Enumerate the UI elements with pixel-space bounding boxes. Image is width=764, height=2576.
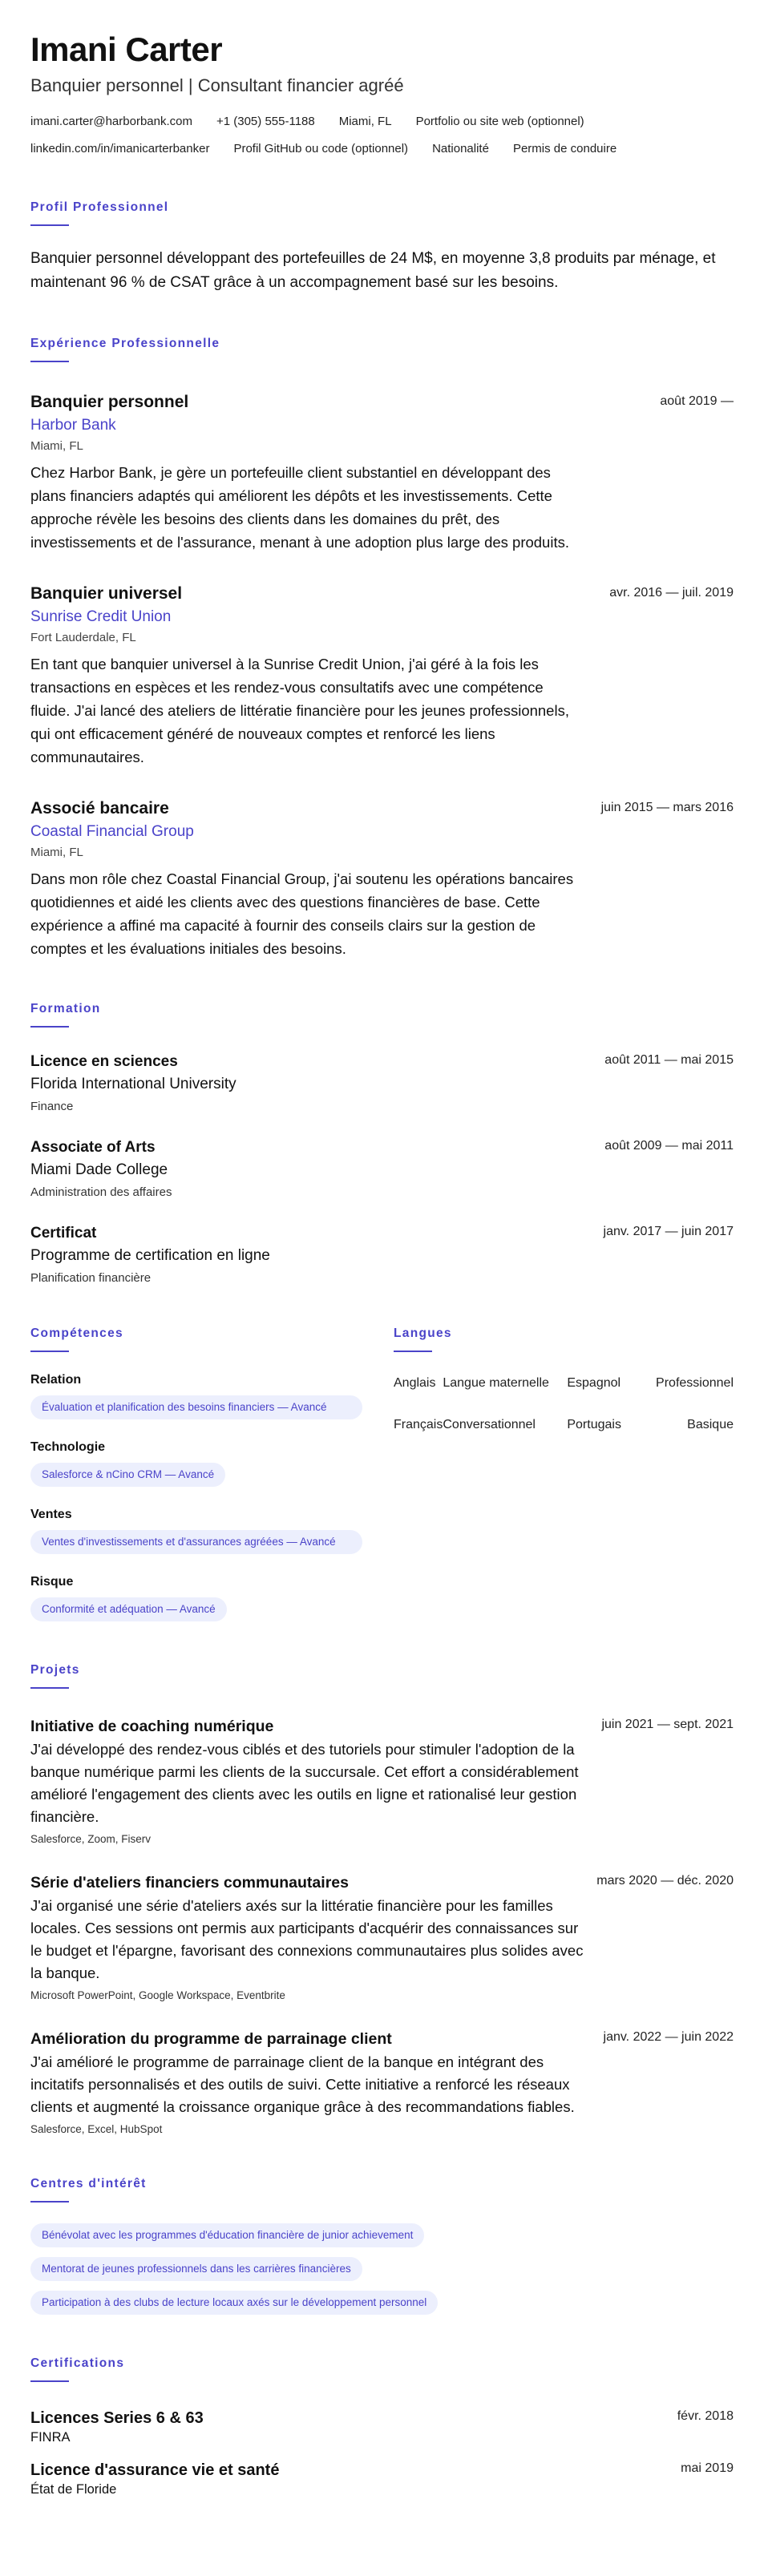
experience-company: Coastal Financial Group xyxy=(30,823,194,841)
language-level: Professionnel xyxy=(656,1376,734,1391)
contact-email[interactable]: imani.carter@harborbank.com xyxy=(30,115,192,129)
candidate-title: Banquier personnel | Consultant financier agréé xyxy=(30,75,404,96)
experience-location: Miami, FL xyxy=(30,439,83,454)
language-name: Anglais xyxy=(394,1376,436,1391)
project-description: J'ai organisé une série d'ateliers axés sur la littératie financière pour les familles locales. Ces sessions ont permis aux participants d'acquérir des connaissances sur le budget et l'épargne, favorisant des connexions communautaires plus solides avec la banque. xyxy=(30,1897,584,1982)
certification-title: Licence d'assurance vie et santé xyxy=(30,2461,280,2480)
experience-role: Associé bancaire xyxy=(30,799,169,818)
section-title-profile: Profil Professionnel xyxy=(30,200,169,215)
education-field: Planification financière xyxy=(30,1271,152,1286)
skill-tag: Ventes d'investissements et d'assurances agréées — Avancé xyxy=(30,1530,362,1554)
contact-github[interactable]: Profil GitHub ou code (optionnel) xyxy=(233,142,409,156)
projects-section xyxy=(30,1621,734,2135)
languages-column xyxy=(394,1285,734,1621)
section-title-skills: Compétences xyxy=(30,1326,123,1341)
education-date: août 2011 — mai 2015 xyxy=(604,1053,734,1068)
contact-list xyxy=(30,112,734,159)
section-divider xyxy=(30,2201,69,2203)
language-level: Conversationnel xyxy=(443,1418,536,1432)
skill-category: Relation xyxy=(30,1373,82,1387)
experience-entry xyxy=(30,583,734,769)
project-date: mars 2020 — déc. 2020 xyxy=(596,1874,734,1888)
languages-table xyxy=(394,1375,734,1458)
project-description: J'ai développé des rendez-vous ciblés et des tutoriels pour stimuler l'adoption de la banque numérique parmi les clients de la succursale. Cet effort a considérablement amélioré l'engagement des clients avec les outils en ligne et rationalisé leur gestion financière. xyxy=(30,1741,579,1826)
certification-title: Licences Series 6 & 63 xyxy=(30,2409,204,2428)
education-date: août 2009 — mai 2011 xyxy=(604,1139,734,1153)
skill-group xyxy=(30,1508,394,1554)
project-tools: Microsoft PowerPoint, Google Workspace, Eventbrite xyxy=(30,1989,285,2002)
experience-role: Banquier universel xyxy=(30,584,183,604)
language-name: Espagnol xyxy=(567,1376,621,1391)
section-divider xyxy=(394,1351,432,1352)
section-divider xyxy=(30,1026,69,1028)
project-date: janv. 2022 — juin 2022 xyxy=(603,2030,734,2045)
experience-location: Miami, FL xyxy=(30,846,83,860)
experience-description: Dans mon rôle chez Coastal Financial Group, j'ai soutenu les opérations bancaires quotidiennes et aidé les clients avec des questions financières de base. Cette expérience a affiné ma capacité à fournir des conseils clairs sur la gestion de comptes et les évaluations initiales des besoins. xyxy=(30,870,574,958)
skills-column xyxy=(30,1285,394,1621)
education-school: Florida International University xyxy=(30,1076,236,1093)
section-title-certifications: Certifications xyxy=(30,2356,125,2371)
languages-row xyxy=(394,1416,734,1458)
project-entry xyxy=(30,1872,734,2001)
project-entry xyxy=(30,1716,734,1845)
experience-location: Fort Lauderdale, FL xyxy=(30,631,136,645)
interests-section xyxy=(30,2135,734,2315)
experience-description: Chez Harbor Bank, je gère un portefeuille client substantiel en développant des plans financiers adaptés qui améliorent les dépôts et les investissements. Cette approche révèle les besoins des clients dans les domaines du prêt, des investissements et de l'assurance, menant à une adoption plus large des produits. xyxy=(30,464,569,551)
project-title: Initiative de coaching numérique xyxy=(30,1718,274,1736)
language-level: Langue maternelle xyxy=(443,1376,549,1391)
contact-portfolio[interactable]: Portfolio ou site web (optionnel) xyxy=(415,115,584,129)
interest-tag: Mentorat de jeunes professionnels dans les carrières financières xyxy=(30,2257,362,2281)
certification-entry xyxy=(30,2408,734,2445)
skill-tag: Évaluation et planification des besoins financiers — Avancé xyxy=(30,1395,362,1419)
education-section xyxy=(30,960,734,1285)
experience-date: avr. 2016 — juil. 2019 xyxy=(609,586,734,600)
experience-role: Banquier personnel xyxy=(30,393,189,412)
section-title-interests: Centres d'intérêt xyxy=(30,2177,147,2191)
education-entry xyxy=(30,1052,734,1113)
education-school: Miami Dade College xyxy=(30,1161,168,1179)
experience-company: Harbor Bank xyxy=(30,417,116,434)
section-divider xyxy=(30,224,69,226)
experience-entry xyxy=(30,797,734,960)
education-degree: Licence en sciences xyxy=(30,1053,178,1071)
education-entry xyxy=(30,1137,734,1199)
section-title-experience: Expérience Professionnelle xyxy=(30,337,220,351)
certifications-section xyxy=(30,2315,734,2497)
project-entry xyxy=(30,2029,734,2135)
language-level: Basique xyxy=(687,1418,734,1432)
section-title-education: Formation xyxy=(30,1002,101,1016)
interests-list xyxy=(30,2223,734,2315)
experience-description: En tant que banquier universel à la Sunrise Credit Union, j'ai géré à la fois les transactions en espèces et les rendez-vous consultatifs avec une compétence fluide. J'ai lancé des ateliers de littératie financière pour les jeunes professionnels, qui ont efficacement généré de nouveaux comptes et renforcé les liens communautaires. xyxy=(30,656,569,766)
interest-tag: Participation à des clubs de lecture locaux axés sur le développement personnel xyxy=(30,2291,438,2315)
education-degree: Associate of Arts xyxy=(30,1139,156,1157)
section-divider xyxy=(30,1687,69,1689)
project-title: Amélioration du programme de parrainage client xyxy=(30,2030,392,2049)
education-degree: Certificat xyxy=(30,1225,97,1242)
project-tools: Salesforce, Zoom, Fiserv xyxy=(30,1833,152,1846)
project-description: J'ai amélioré le programme de parrainage client de la banque en intégrant des incitatifs personnalisés et des outils de suivi. Cette initiative a renforcé les réseaux clients et augmenté la croissance organique grâce à des recommandations fiables. xyxy=(30,2053,575,2116)
skill-category: Ventes xyxy=(30,1508,72,1522)
experience-entry xyxy=(30,391,734,554)
profile-section xyxy=(30,159,734,295)
certification-issuer: FINRA xyxy=(30,2430,71,2445)
skill-tag: Salesforce & nCino CRM — Avancé xyxy=(30,1463,225,1487)
skill-tag: Conformité et adéquation — Avancé xyxy=(30,1597,227,1621)
skills-languages-section xyxy=(30,1285,734,1621)
section-title-languages: Langues xyxy=(394,1326,452,1341)
certification-date: févr. 2018 xyxy=(677,2409,734,2424)
section-divider xyxy=(30,2380,69,2382)
contact-nationality: Nationalité xyxy=(432,142,489,156)
education-entry xyxy=(30,1223,734,1285)
section-title-projects: Projets xyxy=(30,1663,80,1678)
profile-summary: Banquier personnel développant des portefeuilles de 24 M$, en moyenne 3,8 produits par ménage, et maintenant 96 % de CSAT grâce à un accompagnement basé sur les besoins. xyxy=(30,250,716,292)
education-school: Programme de certification en ligne xyxy=(30,1247,270,1265)
experience-section xyxy=(30,295,734,960)
contact-linkedin[interactable]: linkedin.com/in/imanicarterbanker xyxy=(30,142,210,156)
education-field: Administration des affaires xyxy=(30,1185,172,1200)
language-name: Français xyxy=(394,1418,443,1432)
candidate-name: Imani Carter xyxy=(30,30,223,68)
experience-company: Sunrise Credit Union xyxy=(30,608,172,626)
contact-license: Permis de conduire xyxy=(512,142,617,156)
certification-date: mai 2019 xyxy=(681,2461,734,2476)
skill-group xyxy=(30,1373,394,1419)
experience-date: août 2019 — xyxy=(660,394,734,409)
contact-location: Miami, FL xyxy=(338,115,392,129)
certification-issuer: État de Floride xyxy=(30,2482,117,2497)
education-field: Finance xyxy=(30,1100,74,1114)
language-name: Portugais xyxy=(567,1418,621,1432)
project-title: Série d'ateliers financiers communautaires xyxy=(30,1874,349,1892)
interest-tag: Bénévolat avec les programmes d'éducation financière de junior achievement xyxy=(30,2223,424,2247)
contact-phone[interactable]: +1 (305) 555-1188 xyxy=(216,115,315,129)
skill-group xyxy=(30,1575,394,1621)
education-date: janv. 2017 — juin 2017 xyxy=(603,1225,734,1239)
section-divider xyxy=(30,1351,69,1352)
skill-category: Risque xyxy=(30,1575,74,1589)
skill-group xyxy=(30,1440,394,1487)
languages-row xyxy=(394,1375,734,1416)
resume-header xyxy=(30,30,734,159)
experience-date: juin 2015 — mars 2016 xyxy=(600,801,734,815)
section-divider xyxy=(30,361,69,362)
skill-category: Technologie xyxy=(30,1440,106,1455)
project-date: juin 2021 — sept. 2021 xyxy=(601,1718,734,1732)
project-tools: Salesforce, Excel, HubSpot xyxy=(30,2123,163,2136)
certification-entry xyxy=(30,2460,734,2497)
